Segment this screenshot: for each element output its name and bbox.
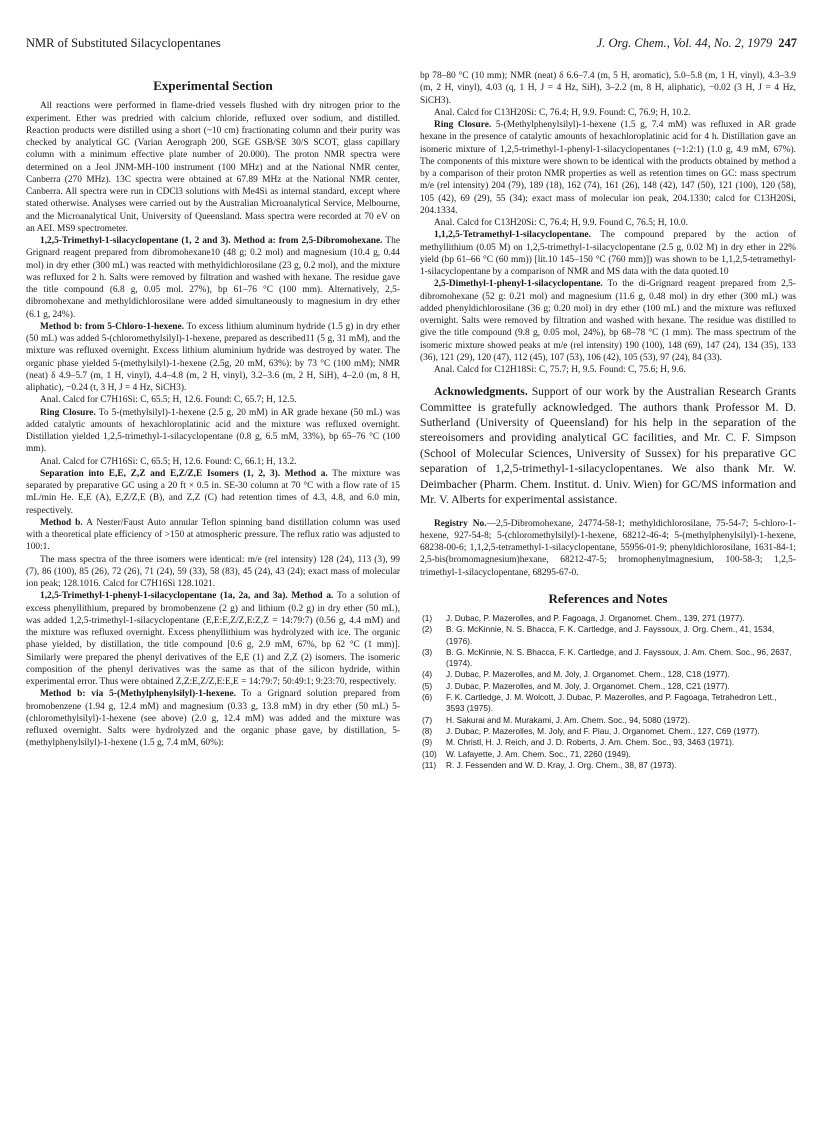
reference-number: (5): [422, 680, 433, 691]
section-title: Experimental Section: [153, 78, 273, 93]
reference-item: [420, 647, 796, 670]
paragraph: [26, 590, 400, 688]
run-in-heading: Method b.: [40, 517, 83, 528]
run-in-heading: 1,2,5-Trimethyl-1-silacyclopentane (1, 2 and 3). Method a: from 2,5-Dibromohexane.: [40, 236, 383, 246]
reference-item: [420, 669, 796, 680]
paragraph: [26, 517, 400, 554]
reference-number: (2): [422, 624, 433, 635]
paragraph: [26, 321, 400, 395]
running-title: NMR of Substituted Silacyclopentanes: [26, 36, 221, 50]
paragraph: [420, 119, 796, 217]
reference-number: (3): [422, 646, 433, 657]
paragraph-text: A Nester/Faust Auto annular Teflon spinning band distillation column was used with a theoretical plate efficiency of >150 at atmospheric pressure. The reflux ratio was adjusted to 100:1.: [26, 517, 401, 553]
reference-item: [420, 737, 796, 748]
paragraph-text: To 5-(methylsilyl)-1-hexene (2.5 g, 20 mM) in AR grade hexane (50 mL) was added catalytic amounts of hexachloroplatinic acid and the mixture was refluxed overnight. Distillation yielded 1,2,5-trimethyl-1-silacyclopentane (0.8 g, 6.5 mM, 33%), bp 65–76 °C (100 mm).: [26, 407, 400, 455]
reference-text: B. G. McKinnie, N. S. Bhacca, F. K. Cartledge, and J. Fayssoux, J. Org. Chem., 41, 1534, (1976).: [446, 624, 775, 646]
paragraph: Anal. Calcd for C7H16Si: C, 65.5; H, 12.6. Found: C, 65.7; H, 12.5.: [40, 395, 297, 406]
reference-item: [420, 624, 796, 647]
reference-text: H. Sakurai and M. Murakami, J. Am. Chem. Soc., 94, 5080 (1972).: [446, 714, 690, 725]
run-in-heading: Separation into E,E, Z,Z and E,Z/Z,E Isomers (1, 2, 3). Method a.: [40, 468, 328, 479]
reference-number: (7): [422, 714, 433, 725]
registry-text: —2,5-Dibromohexane, 24774-58-1; methyldichlorosilane, 75-54-7; 5-chloro-1-hexene, 927-54-8; 5-(chloromethylsilyl)-1-hexene, 68212-46-4; 5-(methylphenylsilyl)-1-hexene, 68238-00-6; 1,1,2,5-tetramethyl-1-silacyclopentane, 55956-01-9; phenyldichlorosilane, 1631-84-1; 2,5-bis(bromomagnesium)hexane, 68212-47-5; bromophenylmagnesium, 100-58-3; 1,2,5-trimethyl-1-silacyclopentane, 68295-67-0.: [420, 518, 796, 578]
paragraph: Anal. Calcd for C12H18Si: C, 75.7; H, 9.5. Found: C, 75.6; H, 9.6.: [434, 365, 686, 375]
paragraph: All reactions were performed in flame-dried vessels flushed with dry nitrogen prior to the experiment. Ether was predried with calcium chloride, refluxed over sodium, and distilled. Reaction products were distilled using a short (~10 cm) fractionating column and their purity was checked by analytical GC (Varian Aerograph 200, SGE GSB/SE 30/S SCOT, glass capillary column with a minimum effective plate number of 20.000). The proton NMR spectra were determined on a Jeol JNM-MH-100 instrument (100 MHz) and at the National NMR center, Canberra (270 MHz). 13C spectra were obtained at 67.89 MHz at the National NMR center, Canberra. All spectra were run in CDCl3 solutions with Me4Si as internal standard, except where stated otherwise. Analyses were carried out by the Australian Microanalytical Service, Melbourne, and the Microanalytical Unit, University of Queensland. Mass spectra were recorded at 70 eV on an AEI. MS9 spectrometer.: [26, 101, 400, 234]
paragraph: bp 78–80 °C (10 mm); NMR (neat) δ 6.6–7.4 (m, 5 H, aromatic), 5.0–5.8 (m, 1 H, vinyl), 4.3–3.9 (m, 2 H, vinyl), 4.03 (q, 1 H, J = 4 Hz, SiH), 3–2.2 (m, 8 H, aliphatic), −0.02 (3 H, J = 4 Hz, SiCH3).: [420, 71, 796, 106]
paragraph: [26, 688, 400, 749]
run-in-heading: 1,1,2,5-Tetramethyl-1-silacyclopentane.: [434, 230, 591, 241]
paragraph: Anal. Calcd for C13H20Si: C, 76.4; H, 9.9. Found C, 76.5; H, 10.0.: [434, 218, 688, 228]
left-column: [26, 70, 400, 750]
journal-name: J. Org. Chem., Vol. 44, No. 2, 1979: [596, 36, 773, 50]
paragraph: [26, 468, 400, 517]
paragraph-text: 5-(Methylphenylsilyl)-1-hexene (1.5 g, 7.4 mM) was refluxed in AR grade hexane in the presence of catalytic amounts of hexachloroplatinic acid for 4 h. Distillation gave an isomeric mixture of 1,2,5-trimethyl-1-phenyl-1-silacyclopentanes (~1:2:1) (1.0 g, 4.9 mM, 67%). The components of this mixture were shown to be identical with the products obtained by method a by a comparison of their proton NMR properties as well as retention times on GC: mass spectrum m/e (rel intensity) 204 (79), 189 (18), 162 (74), 161 (26), 148 (42), 147 (50), 121 (100), 120 (58), 105 (42), 69 (29), 55 (34); exact mass of molecular ion peak, 204.1330; calcd for C13H20Si, 204.1334.: [420, 120, 796, 216]
reference-item: [420, 760, 796, 771]
reference-item: [420, 613, 796, 624]
registry-numbers: [420, 518, 796, 579]
registry-heading: Registry No.: [434, 518, 487, 529]
acknowledgments: [420, 384, 796, 507]
paragraph: Anal. Calcd for C13H20Si: C, 76.4; H, 9.9. Found: C, 76.9; H, 10.2.: [434, 107, 691, 118]
reference-item: [420, 726, 796, 737]
reference-text: W. Lafayette, J. Am. Chem. Soc., 71, 2260 (1949).: [446, 748, 631, 759]
reference-text: F. K. Cartledge, J. M. Wolcott, J. Dubac, P. Mazerolles, and P. Fagoaga, Tetrahedron Lett., 3593 (1975).: [446, 692, 777, 714]
reference-text: J. Dubac, P. Mazerolles, and M. Joly, J. Organomet. Chem., 128, C21 (1977).: [446, 680, 730, 691]
run-in-heading: 2,5-Dimethyl-1-phenyl-1-silacyclopentane.: [434, 279, 603, 290]
acknowledgments-text: Support of our work by the Australian Research Grants Committee is gratefully acknowledged. The authors thank Professor M. D. Sutherland (University of Queensland) for his help in the separation of the stereoisomers and providing analytical GC facilities, and Mr. C. F. Simpson (School of Molecular Sciences, University of Sussex) for his preparative GC separation of 1,2,5-trimethyl-1-silacyclopentanes. We also thank Mr. W. Deimbacher (Pharm. Chem. Institut. d. Univ. Wien) for GC/MS information and Mr. V. Alberts for experimental assistance.: [420, 385, 796, 507]
paragraph-text: To a solution of excess phenyllithium, prepared by bromobenzene (2 g) and lithium (0.2 g) in dry ether (50 mL), was added 1,2,5-trimethyl-1-silacyclopentane (E,E:E,Z/Z,E:Z,Z = 14:79:7) (0.56 g, 4.4 mM) and the mixture was refluxed overnight. Excess phenyllithium was hydrolyzed with ice. The organic phase yielded, by distillation, the title compound [0.6 g, 2.9 mM, 67%, bp 62 °C (1 mm)]. Similarly were prepared the phenyl derivatives of the E,E (1) and Z,Z (2) isomers. The isomeric composition of the phenyl derivatives was the same as that of the silicon hydride, within experimental error. Thus were obtained Z,Z:E,Z/Z,E:E,E = 14:79:7; 50:49:1; 9:23:70, respectively.: [26, 591, 400, 687]
reference-item: [420, 749, 796, 760]
reference-list: [420, 613, 796, 771]
run-in-heading: Method b: from 5-Chloro-1-hexene.: [40, 321, 184, 332]
reference-text: J. Dubac, P. Mazerolles, and P. Fagoaga, J. Organomet. Chem., 139, 271 (1977).: [446, 613, 745, 623]
reference-number: (1): [422, 613, 433, 623]
paragraph-text: The compound prepared by the action of methyllithium (0.05 M) on 1,2,5-trimethyl-1-silacyclopentane (2.5 g, 0.02 M) in dry ether in 22% yield (bp 61–66 °C (60 mm)) [lit.10 145–150 °C (760 mm)]) was shown to be 1,1,2,5-tetramethyl-1-silacyclopentane by a comparison of NMR and MS data with the data quoted.10: [420, 230, 796, 277]
reference-item: [420, 681, 796, 692]
acknowledgments-heading: Acknowledgments.: [434, 385, 528, 399]
reference-number: (9): [422, 737, 433, 748]
paragraph-text: To a Grignard solution prepared from bromobenzene (1.94 g, 12.4 mM) and magnesium (0.33 g, 13.8 mM) in dry ether (50 mL) 5-(chloromethylsilyl)-1-hexene (see above) (2.0 g, 12.4 mM) was added and the mixture was refluxed overnight. Salts were hydrolyzed and the organic phase gave, by distillation, 5-(methylphenylsilyl)-1-hexene (1.5 g, 7.4 mM, 60%):: [26, 689, 400, 749]
run-in-heading: Ring Closure.: [434, 120, 492, 130]
paragraph-text: To excess lithium aluminum hydride (1.5 g) in dry ether (50 mL) was added 5-(chloromethylsilyl)-1-hexene, prepared as described11 (5 g, 31 mM), and the mixture was refluxed overnight. Excess lithium aluminium hydride was destroyed by water. The organic phase yielded 5-(methylsilyl)-1-hexene (2.5g, 20 mM, 63%): by 73 °C (100 mM); NMR (neat) δ 4.9–5.7 (m, 1 H, vinyl), 4.4–4.8 (m, 2 H, vinyl), 3.2–3.6 (m, 2 H, SiH), 4–2.0 (m, 8 H, aliphatic), −0.24 (t, 3 H, J = 4 Hz, SiCH3).: [26, 321, 400, 393]
reference-text: J. Dubac, P. Mazerolles, and M. Joly, J. Organomet. Chem., 128, C18 (1977).: [446, 669, 730, 680]
page-number: 247: [778, 36, 797, 50]
paragraph: [420, 278, 796, 364]
reference-number: (6): [422, 692, 433, 703]
reference-text: J. Dubac, P. Mazerolles, M. Joly, and F. Piau, J. Organomet. Chem., 127, C69 (1977).: [446, 725, 760, 736]
run-in-heading: Ring Closure.: [40, 407, 96, 418]
reference-item: [420, 715, 796, 726]
paragraph-text: The Grignard reagent prepared from dibromohexane10 (48 g; 0.2 mol) and magnesium (10.4 g, 0.44 mol) in dry ether (300 mL) was reacted with methyldichlorosilane (23 g, 0.2 mol), and the mixture was refluxed for 2 h. Salts were removed by filtration and washed with hexane. The residue gave the title compound (6.8 g, 0.05 mol. 27%), bp 61–76 °C (100 mm). Alternatively, 2,5-dibromohexane and methyldichlorosilane were added simultaneously to magnesium in dry ether (6.1 g, 24%).: [26, 236, 400, 320]
paragraph: Anal. Calcd for C7H16Si: C, 65.5; H, 12.6. Found: C, 66.1; H, 13.2.: [40, 456, 297, 467]
reference-item: [420, 692, 796, 715]
reference-text: R. J. Fessenden and W. D. Kray, J. Org. Chem., 38, 87 (1973).: [446, 759, 677, 770]
running-header: [26, 36, 797, 56]
paragraph: [26, 407, 400, 456]
reference-number: (11): [422, 759, 437, 770]
reference-number: (10): [422, 748, 437, 759]
run-in-heading: Method b: via 5-(Methylphenylsilyl)-1-hexene.: [40, 689, 236, 700]
paragraph-text: The mixture was separated by preparative GC using a 20 ft × 0.5 in. SE-30 column at 70 °C with a flow rate of 15 mL/min He. E,E (A), E,Z/Z,E (B), and Z,Z (C) had retention times of 4.3, 4.8, and 6.0 min, respectively.: [26, 468, 400, 516]
right-column: [420, 70, 796, 771]
reference-number: (4): [422, 669, 433, 680]
reference-text: M. Christl, H. J. Reich, and J. D. Roberts, J. Am. Chem. Soc., 93, 3463 (1971).: [446, 737, 735, 748]
journal-citation: [597, 36, 797, 51]
paragraph: [26, 235, 400, 321]
run-in-heading: 1,2,5-Trimethyl-1-phenyl-1-silacyclopentane (1a, 2a, and 3a). Method a.: [40, 591, 334, 602]
references-title: References and Notes: [548, 590, 668, 606]
reference-number: (8): [422, 725, 433, 736]
paragraph: [420, 229, 796, 278]
reference-text: B. G. McKinnie, N. S. Bhacca, F. K. Cartledge, and J. Fayssoux, J. Am. Chem. Soc., 96, 2637, (1974).: [446, 646, 792, 669]
paragraph: The mass spectra of the three isomers were identical: m/e (rel intensity) 128 (24), 113 (3), 99 (7), 86 (100), 85 (26), 72 (26), 71 (24), 59 (33), 58 (83), 45 (24), 43 (24); exact mass of molecular ion peak; 128.1016. Calcd for C7H16Si 128.1021.: [26, 554, 400, 589]
paragraph-text: To the di-Grignard reagent prepared from 2,5-dibromohexane (52 g: 0.21 mol) and magnesium (11.6 g, 0.48 mol) in dry ether (300 mL) was added phenyldichlorosilane (36 g; 0.20 mol) in dry ether (100 mL) and the mixture was refluxed overnight. Salts were removed by filtration and washed with hexane. The residue was distilled to give the title compound (9.8 g, 0.05 mol, 24%), bp 68–78 °C (1 mm). The mass spectrum of the isomeric mixture showed peaks at m/e (rel intensity) 190 (100), 148 (69), 147 (24), 134 (35), 133 (36), 121 (29), 120 (47), 112 (45), 107 (53), 106 (42), 105 (53), 97 (24), 84 (33).: [420, 279, 796, 363]
